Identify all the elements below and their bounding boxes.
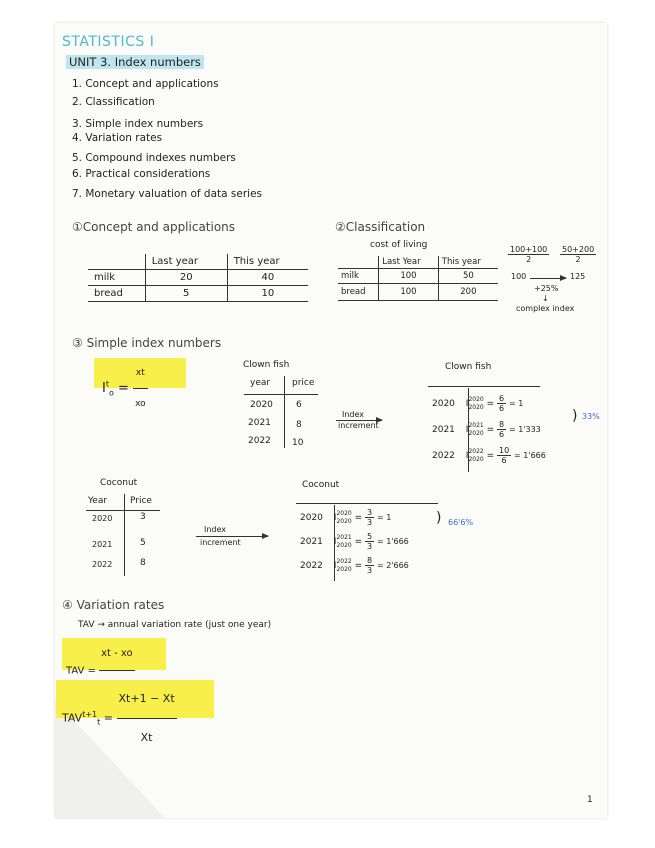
table-header <box>338 256 379 269</box>
increment-label: increment <box>200 538 241 547</box>
index-from: 100 <box>511 272 527 281</box>
tav-formula <box>62 638 166 677</box>
toc-item: 7. Monetary valuation of data series <box>72 188 263 200</box>
section-concept-heading: ①Concept and applications <box>72 220 236 234</box>
index-sup: 2020 <box>336 509 352 517</box>
table-cell: 100 <box>379 269 439 284</box>
index-sub: 2020 <box>336 517 352 525</box>
index-sup: 2022 <box>336 557 352 565</box>
formula-label: TAV <box>62 711 83 725</box>
fraction-numerator: 8 <box>498 420 505 429</box>
fraction-numerator: Xt+1 − Xt <box>117 680 177 719</box>
average-fraction-1 <box>508 245 549 264</box>
index-sub: 2020 <box>468 403 484 411</box>
fraction-numerator: 8 <box>366 556 373 565</box>
fraction-numerator: 100+100 <box>510 245 548 254</box>
fraction-numerator: 5 <box>366 532 373 541</box>
classification-table <box>338 256 498 301</box>
formula-sub: o <box>108 388 114 398</box>
formula-eq: = <box>118 381 129 396</box>
table-cell: milk <box>94 272 116 283</box>
table-cell: 5 <box>140 538 146 548</box>
index-sub: 2020 <box>336 541 352 549</box>
simple-index-formula <box>94 358 186 409</box>
toc-item: 6. Practical considerations <box>72 168 211 180</box>
coconut-title: Coconut <box>100 478 138 488</box>
table-header: Last year <box>145 254 227 270</box>
coconut-result-title: Coconut <box>302 480 340 490</box>
table-cell: 100 <box>379 284 439 301</box>
index-value: = 1'666 <box>514 451 546 460</box>
tav-t-formula <box>56 680 214 744</box>
table-rule <box>244 394 318 395</box>
table-cell: 200 <box>438 284 498 301</box>
clown-fish-pct: 33% <box>582 412 600 421</box>
table-cell: 2020 <box>92 514 113 523</box>
table-cell: 2022 <box>248 436 271 446</box>
toc-item: 1. Concept and applications <box>72 78 219 90</box>
table-cell: milk <box>341 271 359 281</box>
fraction-numerator: 10 <box>498 446 510 455</box>
average-fraction-2 <box>560 245 596 264</box>
unit-heading: UNIT 3. Index numbers <box>66 55 204 69</box>
arrow-icon <box>530 278 566 279</box>
table-cell: 5 <box>145 286 227 302</box>
result-year: 2020 <box>300 513 323 523</box>
brace-icon: ) <box>572 408 578 424</box>
down-arrow-icon: ↓ <box>542 294 549 303</box>
clown-fish-title: Clown fish <box>243 360 290 370</box>
table-rule <box>86 510 160 511</box>
index-label: Index <box>342 410 365 419</box>
table-cell: 2021 <box>248 418 271 428</box>
section-classification-heading: ②Classification <box>335 220 426 234</box>
fraction-numerator: 6 <box>498 394 505 403</box>
toc-item: 2. Classification <box>72 96 155 108</box>
index-symbol: I <box>465 451 469 461</box>
table-cell: 2021 <box>92 540 113 549</box>
fraction-denominator: Xt <box>140 731 153 744</box>
coconut-pct: 66'6% <box>448 518 474 527</box>
table-header: price <box>292 378 315 388</box>
concept-table <box>88 254 308 302</box>
formula-sub: t <box>97 717 101 727</box>
index-to: 125 <box>570 272 586 281</box>
table-cell: 40 <box>227 270 308 286</box>
table-header: Year <box>88 496 108 506</box>
index-symbol: I <box>333 561 337 571</box>
index-result-row: 2021 I 2021 2020 = $\frac{8}{6}$ = 1'333 <box>432 420 541 439</box>
fraction-denominator: 6 <box>498 430 505 439</box>
cost-of-living-label: cost of living <box>370 240 428 250</box>
table-rule <box>124 494 125 576</box>
result-year: 2022 <box>300 561 323 571</box>
fraction-denominator: 2 <box>526 255 532 264</box>
index-result-row: 2020 I 2020 2020 = $\frac{3}{3}$ = 1 <box>300 508 392 527</box>
result-year: 2022 <box>432 451 455 461</box>
index-value: = 1 <box>376 513 392 522</box>
index-symbol: I <box>333 513 337 523</box>
table-cell: 2022 <box>92 560 113 569</box>
formula-symbol: I <box>102 381 106 396</box>
index-sup: 2020 <box>468 395 484 403</box>
toc-item: 5. Compound indexes numbers <box>72 152 236 164</box>
index-value: = 1 <box>508 399 524 408</box>
formula-eq: = <box>103 711 114 725</box>
page-title: STATISTICS I <box>62 34 155 50</box>
table-rule <box>428 386 540 387</box>
fraction-denominator: 6 <box>501 456 507 465</box>
brace-icon: ) <box>436 510 442 526</box>
increment-label: increment <box>338 421 379 430</box>
table-header: year <box>250 378 271 388</box>
table-cell: 2020 <box>250 400 273 410</box>
table-header <box>88 254 145 270</box>
table-rule <box>296 503 438 504</box>
index-result-row: 2020 I 2020 2020 = $\frac{6}{6}$ = 1 <box>432 394 524 413</box>
arrow-icon <box>196 536 268 537</box>
result-year: 2021 <box>432 425 455 435</box>
section-variation-rates-heading: ④ Variation rates <box>62 598 165 612</box>
index-pct: +25% <box>534 284 559 293</box>
table-cell: 8 <box>140 558 146 568</box>
index-symbol: I <box>333 537 337 547</box>
fraction-denominator: 2 <box>575 255 581 264</box>
section-simple-index-heading: ③ Simple index numbers <box>72 336 222 350</box>
formula-label: TAV = <box>66 665 96 677</box>
index-result-row: 2022 I 2022 2020 = $\frac{10}{6}$ = 1'666 <box>432 446 546 465</box>
table-cell: 20 <box>145 270 227 286</box>
table-header: This year <box>438 256 498 269</box>
table-header: Last Year <box>379 256 439 269</box>
fraction-denominator: 3 <box>366 518 373 527</box>
fraction-denominator: xo <box>135 399 146 409</box>
index-label: Index <box>204 525 227 534</box>
index-symbol: I <box>465 425 469 435</box>
tav-description: TAV → annual variation rate (just one year) <box>78 620 272 630</box>
fraction-numerator: 50+200 <box>562 245 595 254</box>
result-year: 2020 <box>432 399 455 409</box>
index-result-row: 2022 I 2022 2020 = $\frac{8}{3}$ = 2'666 <box>300 556 409 575</box>
clown-fish-result-title: Clown fish <box>445 362 492 372</box>
toc-item: 4. Variation rates <box>72 132 163 144</box>
arrow-icon <box>336 420 382 421</box>
fraction-numerator: xt - xo <box>99 638 135 671</box>
index-sup: 2022 <box>468 447 484 455</box>
fraction-numerator: xt <box>133 358 148 389</box>
fraction-denominator: 3 <box>366 542 373 551</box>
index-sub: 2020 <box>468 455 484 463</box>
table-rule <box>284 376 285 448</box>
table-cell: 8 <box>296 420 302 430</box>
table-header: This year <box>227 254 308 270</box>
index-sub: 2020 <box>468 429 484 437</box>
table-cell: bread <box>341 287 366 297</box>
table-cell: 10 <box>292 438 304 448</box>
formula-sup: t+1 <box>82 709 98 719</box>
result-year: 2021 <box>300 537 323 547</box>
table-cell: 50 <box>438 269 498 284</box>
index-symbol: I <box>465 399 469 409</box>
index-sub: 2020 <box>336 565 352 573</box>
table-cell: 3 <box>140 512 146 522</box>
index-value: = 1'666 <box>376 537 409 546</box>
fraction-numerator: 3 <box>366 508 373 517</box>
fraction-denominator: 3 <box>366 566 373 575</box>
table-header: Price <box>130 496 152 506</box>
table-cell: 6 <box>296 400 302 410</box>
index-value: = 2'666 <box>376 561 409 570</box>
index-value: = 1'333 <box>508 425 541 434</box>
fraction-denominator: 6 <box>498 404 505 413</box>
table-cell: 10 <box>227 286 308 302</box>
toc-item: 3. Simple index numbers <box>72 118 204 130</box>
index-result-row: 2021 I 2021 2020 = $\frac{5}{3}$ = 1'666 <box>300 532 409 551</box>
index-sup: 2021 <box>468 421 484 429</box>
complex-index-label: complex index <box>516 304 575 313</box>
page-number: 1 <box>587 795 593 805</box>
index-sup: 2021 <box>336 533 352 541</box>
formula-sup: t <box>105 379 109 389</box>
table-cell: bread <box>94 288 123 299</box>
